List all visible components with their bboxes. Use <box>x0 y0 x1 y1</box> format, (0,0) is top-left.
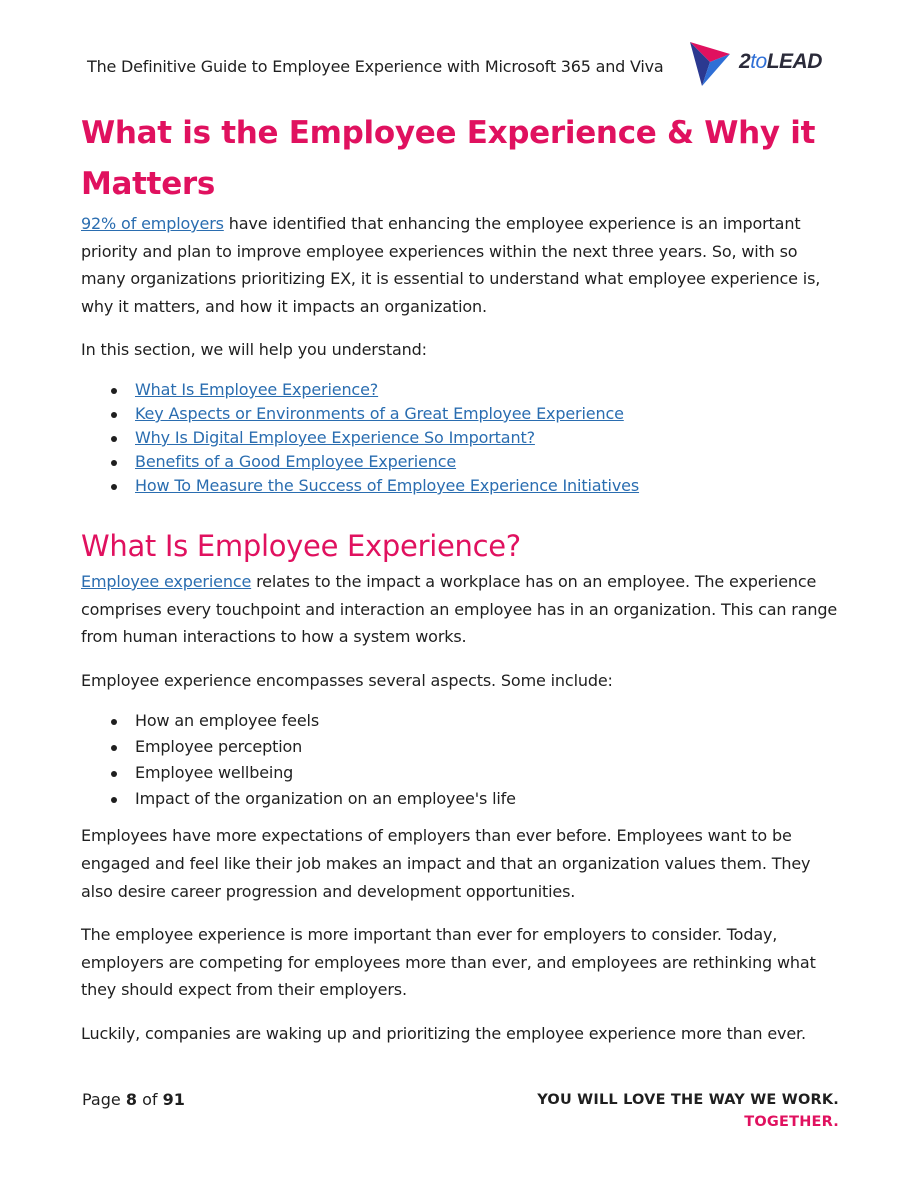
logo-prefix: 2 <box>739 50 751 73</box>
definition-paragraph <box>81 568 841 651</box>
toc-link-measure-success[interactable]: How To Measure the Success of Employee Experience Initiatives <box>135 475 640 495</box>
definition-text: relates to the impact a workplace has on an employee. The experience comprises every touchpoint and interaction an employee has in an organization. This can range from human interactions to how a system works. <box>81 571 838 647</box>
luckily-paragraph: Luckily, companies are waking up and prioritizing the employee experience more than ever. <box>81 1023 806 1043</box>
section-intro: In this section, we will help you understand: <box>81 340 427 360</box>
list-item: How an employee feels <box>81 708 841 734</box>
toc-list <box>81 378 841 498</box>
employee-experience-link[interactable]: Employee experience <box>81 571 252 591</box>
list-item <box>81 474 841 498</box>
logo-middle: to <box>750 50 767 73</box>
list-item <box>81 378 841 402</box>
intro-paragraph <box>81 210 841 320</box>
toc-link-digital-ex[interactable]: Why Is Digital Employee Experience So Important? <box>135 427 535 447</box>
logo-wordmark <box>739 50 822 74</box>
expectations-paragraph: Employees have more expectations of employers than ever before. Employees want to be engaged and feel like their job makes an impact and that an organization values them. They also desire career progression and development opportunities. <box>81 826 811 901</box>
logo-suffix: LEAD <box>766 50 822 73</box>
list-item <box>81 450 841 474</box>
list-item <box>81 402 841 426</box>
document-header-title: The Definitive Guide to Employee Experience with Microsoft 365 and Viva <box>87 57 664 76</box>
employers-stat-link[interactable]: 92% of employers <box>81 214 224 233</box>
list-item: Employee wellbeing <box>81 760 841 786</box>
current-page: 8 <box>125 1090 137 1109</box>
aspects-list <box>81 708 841 812</box>
importance-paragraph: The employee experience is more important than ever for employers to consider. Today, employers are competing for employees more than ever, and employees are rethinking what they should expect from their employers. <box>81 925 816 1000</box>
list-item <box>81 426 841 450</box>
of-label: of <box>142 1090 158 1109</box>
footer-tagline-together: TOGETHER. <box>744 1114 839 1130</box>
list-item: Employee perception <box>81 734 841 760</box>
page-label: Page <box>82 1090 121 1109</box>
toc-link-key-aspects[interactable]: Key Aspects or Environments of a Great Employee Experience <box>135 403 624 423</box>
total-pages: 91 <box>162 1090 185 1109</box>
company-logo <box>690 40 840 88</box>
logo-mark-icon <box>690 40 736 88</box>
footer-tagline: YOU WILL LOVE THE WAY WE WORK. <box>537 1092 839 1108</box>
toc-link-benefits[interactable]: Benefits of a Good Employee Experience <box>135 451 457 471</box>
aspects-intro: Employee experience encompasses several aspects. Some include: <box>81 670 613 690</box>
toc-link-what-is-ex[interactable]: What Is Employee Experience? <box>135 379 379 399</box>
list-item: Impact of the organization on an employee's life <box>81 786 841 812</box>
section-heading: What Is Employee Experience? <box>81 528 521 563</box>
page-number <box>82 1090 185 1109</box>
main-content <box>81 108 841 1048</box>
page-title: What is the Employee Experience & Why it Matters <box>81 115 816 202</box>
intro-text: have identified that enhancing the employee experience is an important priority and plan to improve employee experiences within the next three years. So, with so many organizations prioritizing EX, it is essential to understand what employee experience is, why it matters, and how it impacts an organization. <box>81 214 821 316</box>
